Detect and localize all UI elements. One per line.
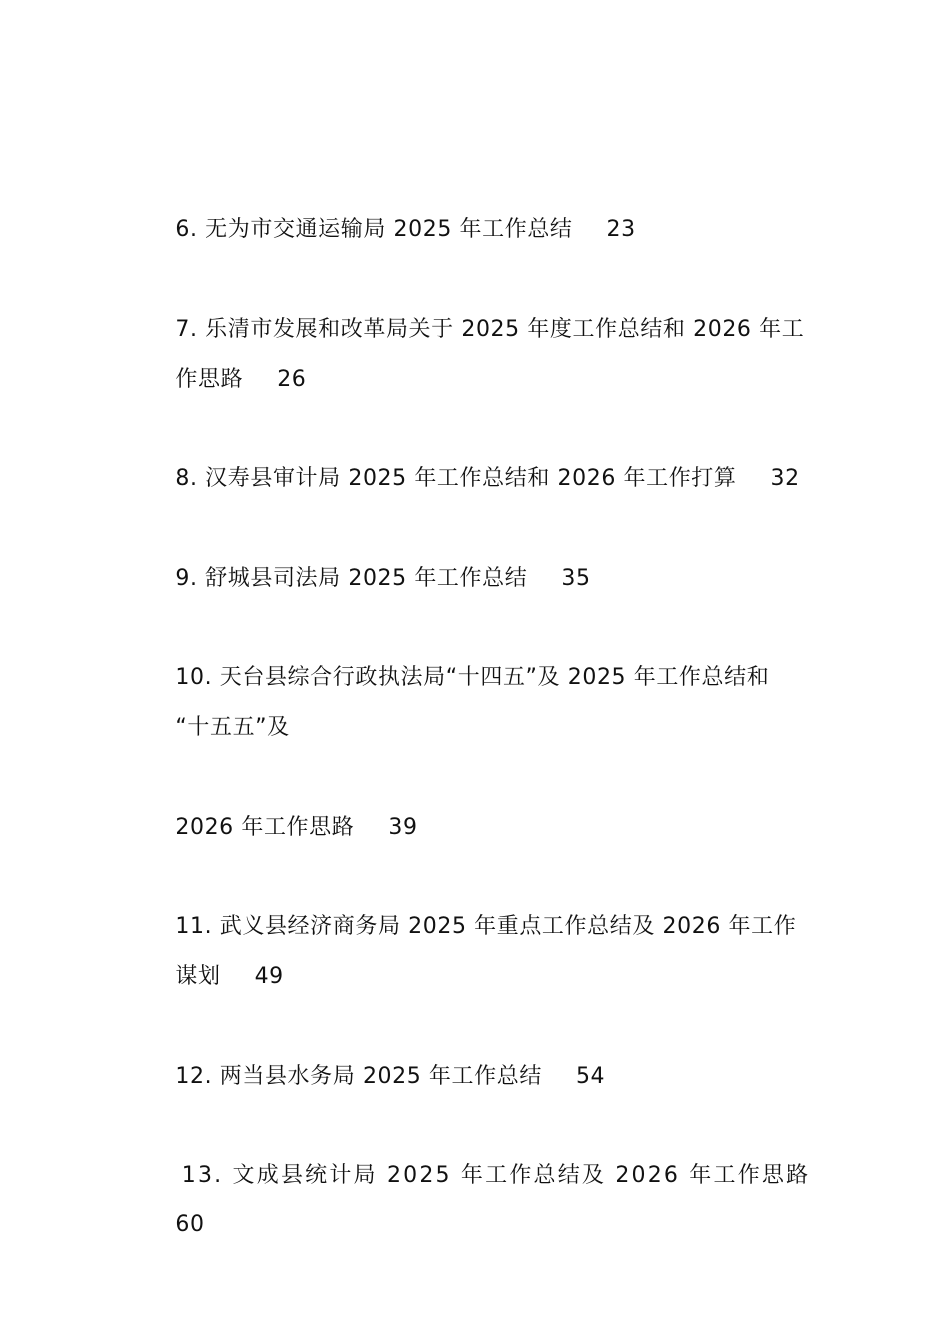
toc-entry-title: 6. 无为市交通运输局 2025 年工作总结 [175, 217, 573, 242]
toc-entry-title: 8. 汉寿县审计局 2025 年工作总结和 2026 年工作打算 [175, 466, 737, 491]
toc-page-number: 60 [175, 1212, 205, 1237]
toc-entry-title-cont: 谋划 [175, 964, 221, 989]
toc-entry-13[interactable] [145, 1131, 810, 1221]
toc-entry-12[interactable] [145, 1032, 605, 1122]
toc-entry-title: 10. 天台县综合行政执法局“十四五”及 2025 年工作总结和 [175, 665, 770, 690]
toc-entry-10-cont[interactable] [145, 683, 290, 773]
toc-entry-title-cont: 作思路 [175, 367, 244, 392]
toc-entry-title: 11. 武义县经济商务局 2025 年重点工作总结及 2026 年工作 [175, 914, 797, 939]
toc-entry-title-cont: “十五五”及 [175, 715, 290, 740]
toc-page-number: 49 [254, 964, 284, 989]
toc-page-number: 23 [606, 217, 636, 242]
toc-entry-title: 7. 乐清市发展和改革局关于 2025 年度工作总结和 2026 年工 [175, 317, 805, 342]
toc-entry-10-cont2[interactable] [145, 783, 418, 873]
toc-entry-title: 12. 两当县水务局 2025 年工作总结 [175, 1064, 542, 1089]
toc-entry-title-cont: 2026 年工作思路 [175, 815, 355, 840]
toc-entry-title: 13. 文成县统计局 2025 年工作总结及 2026 年工作思路 [181, 1163, 811, 1188]
toc-entry-9[interactable] [145, 534, 591, 624]
toc-page-number: 54 [575, 1064, 606, 1089]
toc-page-number: 35 [561, 566, 591, 591]
toc-entry-13-cont[interactable] [145, 1180, 205, 1270]
toc-entry-7-cont[interactable] [145, 335, 306, 425]
toc-entry-8[interactable] [145, 434, 800, 524]
toc-page-number: 39 [388, 815, 418, 840]
toc-page-number: 32 [770, 466, 800, 491]
toc-entry-6[interactable] [145, 185, 636, 275]
toc-entry-title: 9. 舒城县司法局 2025 年工作总结 [175, 566, 528, 591]
toc-page-number: 26 [277, 367, 307, 392]
toc-entry-11-cont[interactable] [145, 932, 284, 1022]
